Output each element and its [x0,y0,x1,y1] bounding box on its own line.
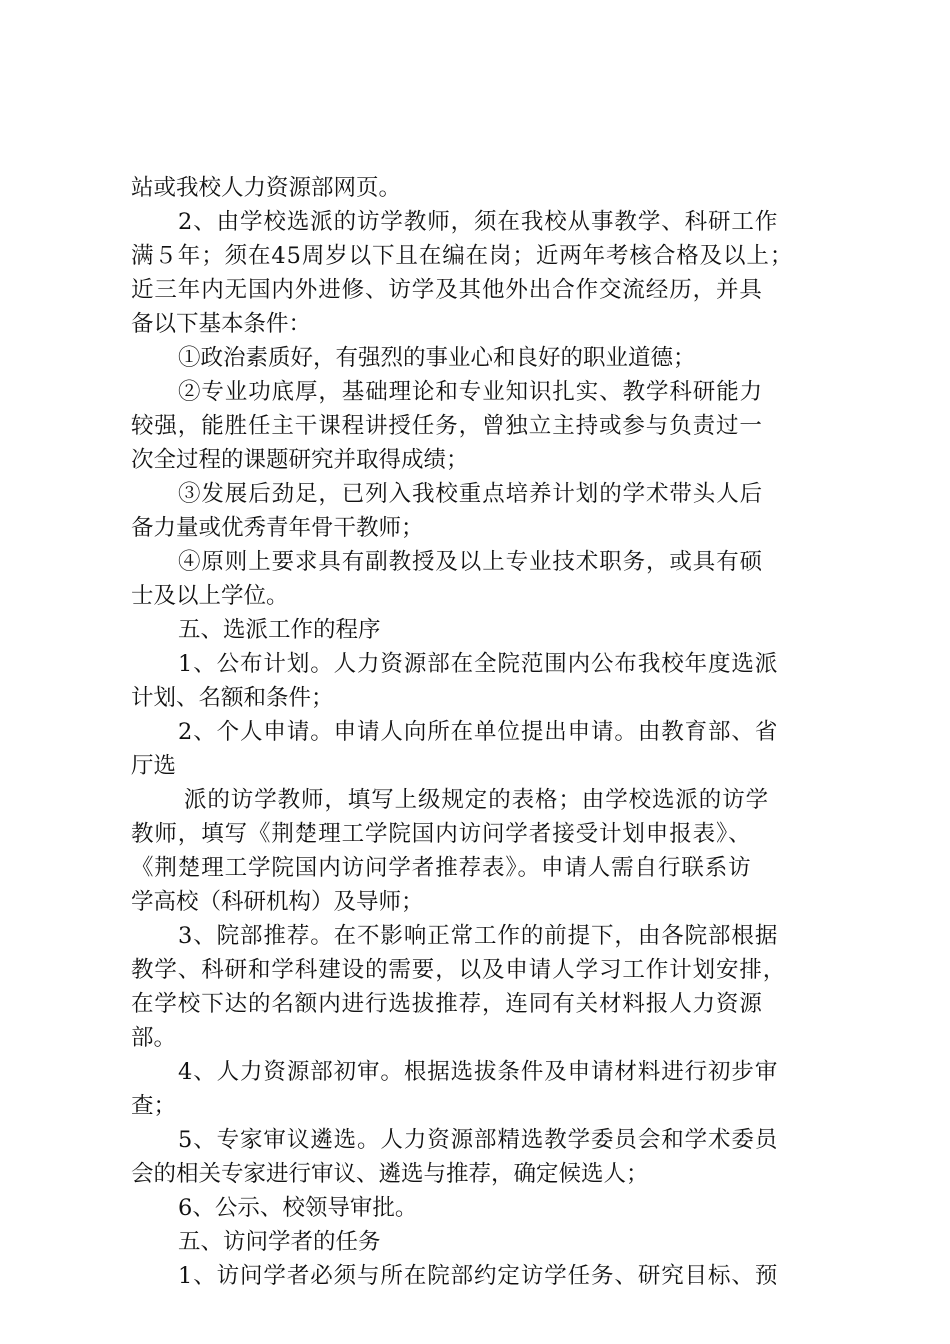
line-text: 学高校（科研机构）及导师； [131,889,424,915]
text-line [0,1053,950,1091]
line-text: 4、人力资源部初审。根据选拔条件及申请材料进行初步审 [178,1059,779,1085]
line-text: 会的相关专家进行审议、遴选与推荐，确定候选人； [131,1161,649,1187]
text-line [0,271,950,309]
line-text: 厅选 [131,753,177,779]
text-line [0,1155,950,1193]
text-line [0,883,950,921]
line-text: 教学、科研和学科建设的需要，以及申请人学习工作计划安排， [131,957,787,983]
section-heading [0,1223,950,1261]
line-text: 近三年内无国内外进修、访学及其他外出合作交流经历，并具 [131,277,763,303]
text-line [0,951,950,989]
line-text: 在学校下达的名额内进行选拔推荐，连同有关材料报人力资源 [131,991,763,1017]
text-line [0,509,950,547]
line-text: 五、选派工作的程序 [178,617,381,643]
text-line [0,917,950,955]
text-line [0,339,950,377]
text-line [0,1121,950,1159]
line-text: 《荆楚理工学院国内访问学者推荐表》。申请人需自行联系访 [131,855,752,881]
line-text: ②专业功底厚，基础理论和专业知识扎实、教学科研能力 [178,379,764,405]
line-text: ①政治素质好，有强烈的事业心和良好的职业道德； [178,345,696,371]
line-text: 五、访问学者的任务 [178,1229,381,1255]
line-text: ③发展后劲足，已列入我校重点培养计划的学术带头人后 [178,481,764,507]
text-line [0,849,950,887]
line-text: 派的访学教师，填写上级规定的表格；由学校选派的访学 [184,787,770,813]
line-text: 次全过程的课题研究并取得成绩； [131,447,469,473]
line-text: 满５年；须在45周岁以下且在编在岗；近两年考核合格及以上； [131,243,794,269]
line-text: 教师，填写《荆楚理工学院国内访问学者接受计划申报表》、 [131,821,752,847]
line-text: 部。 [131,1025,177,1051]
text-line [0,1019,950,1057]
text-line [0,815,950,853]
text-line [0,1189,950,1227]
text-line [0,169,950,207]
text-line [0,407,950,445]
text-line [0,373,950,411]
line-text: 备力量或优秀青年骨干教师； [131,515,424,541]
text-line [0,679,950,717]
line-text: 计划、名额和条件； [131,685,334,711]
text-line [0,305,950,343]
text-line [0,1087,950,1125]
line-text: 较强，能胜任主干课程讲授任务，曾独立主持或参与负责过一 [131,413,763,439]
text-line [0,781,950,819]
line-text: 站或我校人力资源部网页。 [131,175,402,201]
line-text: 5、专家审议遴选。人力资源部精选教学委员会和学术委员 [178,1127,779,1153]
text-line [0,237,950,275]
line-text: 6、公示、校领导审批。 [178,1195,418,1221]
line-text: 2、由学校选派的访学教师，须在我校从事教学、科研工作 [178,209,779,235]
line-text: ④原则上要求具有副教授及以上专业技术职务，或具有硕 [178,549,764,575]
text-line [0,543,950,581]
text-line [0,1257,950,1295]
section-heading [0,611,950,649]
line-text: 士及以上学位。 [131,583,289,609]
line-text: 1、公布计划。人力资源部在全院范围内公布我校年度选派 [178,651,779,677]
text-line [0,747,950,785]
line-text: 备以下基本条件： [131,311,312,337]
text-line [0,985,950,1023]
text-line [0,577,950,615]
text-line [0,475,950,513]
line-text: 2、个人申请。申请人向所在单位提出申请。由教育部、省 [178,719,779,745]
text-line [0,441,950,479]
text-line [0,713,950,751]
text-line [0,203,950,241]
line-text: 查； [131,1093,177,1119]
text-line [0,645,950,683]
line-text: 1、访问学者必须与所在院部约定访学任务、研究目标、预 [178,1263,779,1289]
line-text: 3、院部推荐。在不影响正常工作的前提下，由各院部根据 [178,923,779,949]
